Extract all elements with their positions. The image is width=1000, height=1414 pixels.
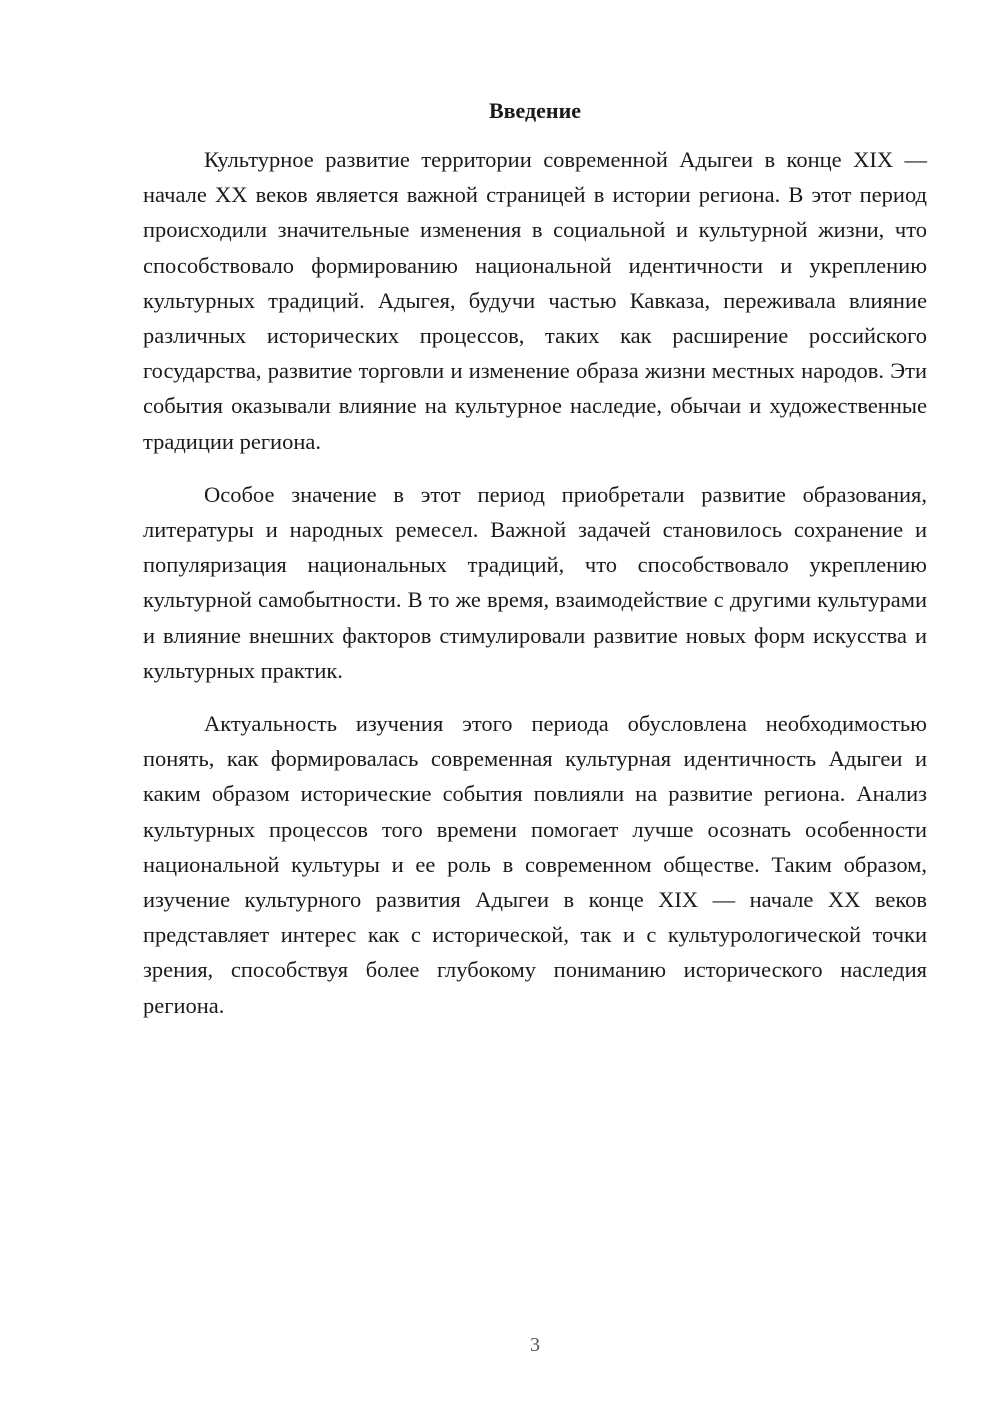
page-number: 3 [530, 1334, 540, 1356]
paragraph-3: Актуальность изучения этого периода обусловлена необходимостью понять, как формировалась современная культурная идентичность Адыгеи и каким образом исторические события повлияли на развитие региона. Анализ культурных процессов того времени помогает лучше осознать особенности национальной культуры и ее роль в современном обществе. Таким образом, изучение культурного развития Адыгеи в конце XIX — начале XX веков представляет интерес как с исторической, так и с культурологической точки зрения, способствуя более глубокому пониманию исторического наследия региона. [143, 711, 927, 1018]
page-content [143, 96, 927, 1041]
paragraph-2: Особое значение в этот период приобретали развитие образования, литературы и народных ремесел. Важной задачей становилось сохранение и популяризация национальных традиций, что способствовало укреплению культурной самобытности. В то же время, взаимодействие с другими культурами и влияние внешних факторов стимулировали развитие новых форм искусства и культурных практик. [143, 481, 927, 683]
section-heading: Введение [488, 98, 582, 123]
paragraph-1: Культурное развитие территории современной Адыгеи в конце XIX — начале XX веков является важной страницей в истории региона. В этот период происходили значительные изменения в социальной и культурной жизни, что способствовало формированию национальной идентичности и укреплению культурных традиций. Адыгея, будучи частью Кавказа, переживала влияние различных исторических процессов, таких как расширение российского государства, развитие торговли и изменение образа жизни местных народов. Эти события оказывали влияние на культурное наследие, обычаи и художественные традиции региона. [143, 147, 927, 454]
